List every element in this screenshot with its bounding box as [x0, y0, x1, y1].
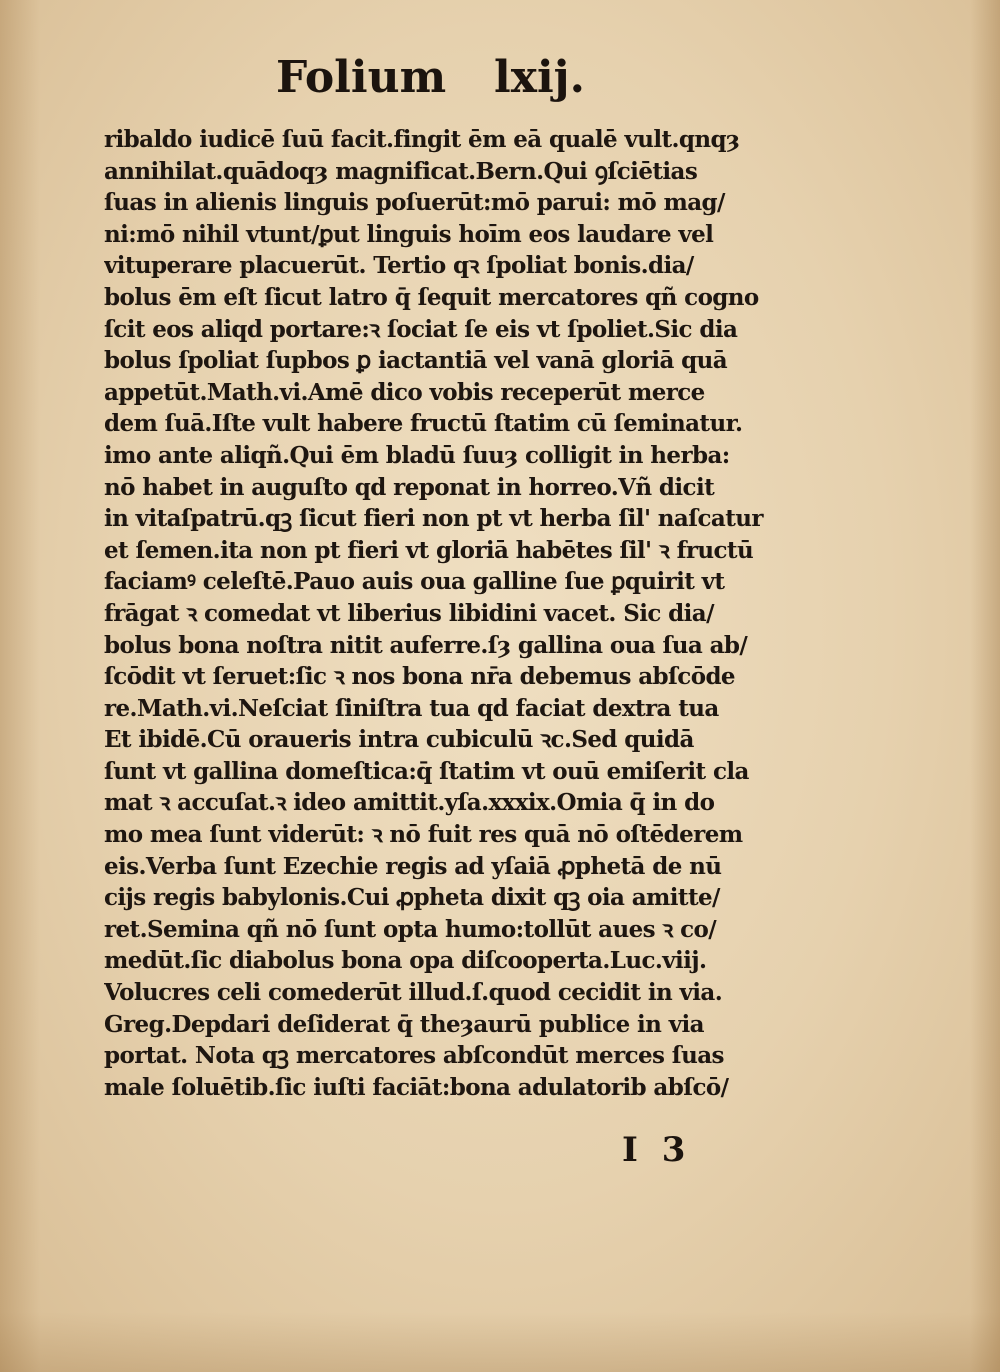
page-edge-shadow-right	[970, 0, 1000, 1372]
page-title: Folium	[276, 52, 447, 103]
text-line: faciamꝰ celeſtē.Pauo auis oua galline ſue ꝑquirit vt	[104, 568, 725, 596]
text-line: mat ꝛ accuſat.ꝛ ideo amittit.yſa.xxxix.Omia q̄ in do	[104, 789, 715, 817]
text-line: dem ſuā.Iſte vult habere fructū ſtatim cū ſeminatur.	[104, 410, 743, 438]
signature-mark: I 3	[622, 1130, 692, 1170]
text-line: Greg.Depdari deſiderat q̄ theȝaurū publice in via	[104, 1010, 704, 1038]
text-line: male ſoluētib.ſic iuſti faciāt:bona adulatorib abſcō/	[104, 1073, 729, 1101]
text-line: portat. Nota qꝫ mercatores abſcondūt merces ſuas	[104, 1042, 724, 1070]
text-line: appetūt.Math.vi.Amē dico vobis receperūt merce	[104, 378, 705, 406]
page-edge-shadow-left	[0, 0, 40, 1372]
text-line: et ſemen.ita non pt fieri vt gloriā habētes ſil' ꝛ fructū	[104, 536, 754, 564]
text-line: ſuas in alienis linguis poſuerūt:mō parui: mō mag/	[104, 189, 725, 217]
text-line: nō habet in auguſto qd reponat in horreo.Vñ dicit	[104, 473, 715, 501]
text-line: bolus bona noſtra nitit auferre.ſȝ gallina oua ſua ab/	[104, 631, 748, 659]
text-line: Et ibidē.Cū oraueris intra cubiculū ꝛc.Sed quidā	[104, 726, 694, 754]
text-line: re.Math.vi.Neſciat ſiniſtra tua qd faciat dextra tua	[104, 694, 719, 722]
text-line: eis.Verba ſunt Ezechie regis ad yſaiā ꝓphetā de nū	[104, 852, 722, 880]
text-line: ſcōdit vt ſeruet:ſic ꝛ nos bona nr̄a debemus abſcōde	[104, 663, 735, 691]
text-line: frāgat ꝛ comedat vt liberius libidini vacet. Sic dia/	[104, 599, 714, 627]
text-line: medūt.ſic diabolus bona opa diſcooperta.Luc.viij.	[104, 947, 707, 975]
text-line: vituperare placuerūt. Tertio qꝛ ſpoliat bonis.dia/	[104, 252, 694, 280]
page-header	[0, 52, 1000, 112]
folio-number: lxij.	[494, 52, 585, 103]
body-text	[104, 124, 794, 1103]
text-line: bolus ſpoliat ſupbos ꝑ iactantiā vel vanā gloriā quā	[104, 347, 728, 375]
text-line: cijs regis babylonis.Cui ꝓpheta dixit qꝫ oia amitte/	[104, 884, 720, 912]
text-line: bolus ēm eſt ſicut latro q̄ ſequit mercatores qñ cogno	[104, 283, 759, 311]
text-line: mo mea ſunt viderūt: ꝛ nō fuit res quā nō oſtēderem	[104, 821, 743, 849]
text-line: ribaldo iudicē ſuū facit.fingit ēm eā qualē vult.qnqȝ	[104, 126, 740, 153]
text-line: ſunt vt gallina domeſtica:q̄ ſtatim vt ouū emiſerit cla	[104, 757, 749, 785]
text-line: ſcit eos aliqd portare:ꝛ ſociat ſe eis vt ſpoliet.Sic dia	[104, 315, 738, 343]
text-line: annihilat.quādoqȝ magnificat.Bern.Qui ꝯſciētias	[104, 157, 698, 185]
text-line: in vitaſpatrū.qꝫ ſicut fieri non pt vt herba ſil' naſcatur	[104, 505, 763, 533]
text-line: ret.Semina qñ nō ſunt opta humo:tollūt aues ꝛ co/	[104, 915, 717, 943]
text-line: imo ante aliqñ.Qui ēm bladū ſuuȝ colligit in herba:	[104, 441, 730, 469]
text-line: ni:mō nihil vtunt/ꝑut linguis hoīm eos laudare vel	[104, 220, 714, 248]
page-edge-shadow-bottom	[0, 1312, 1000, 1372]
text-line: Volucres celi comederūt illud.ſ.quod cecidit in via.	[104, 979, 723, 1007]
